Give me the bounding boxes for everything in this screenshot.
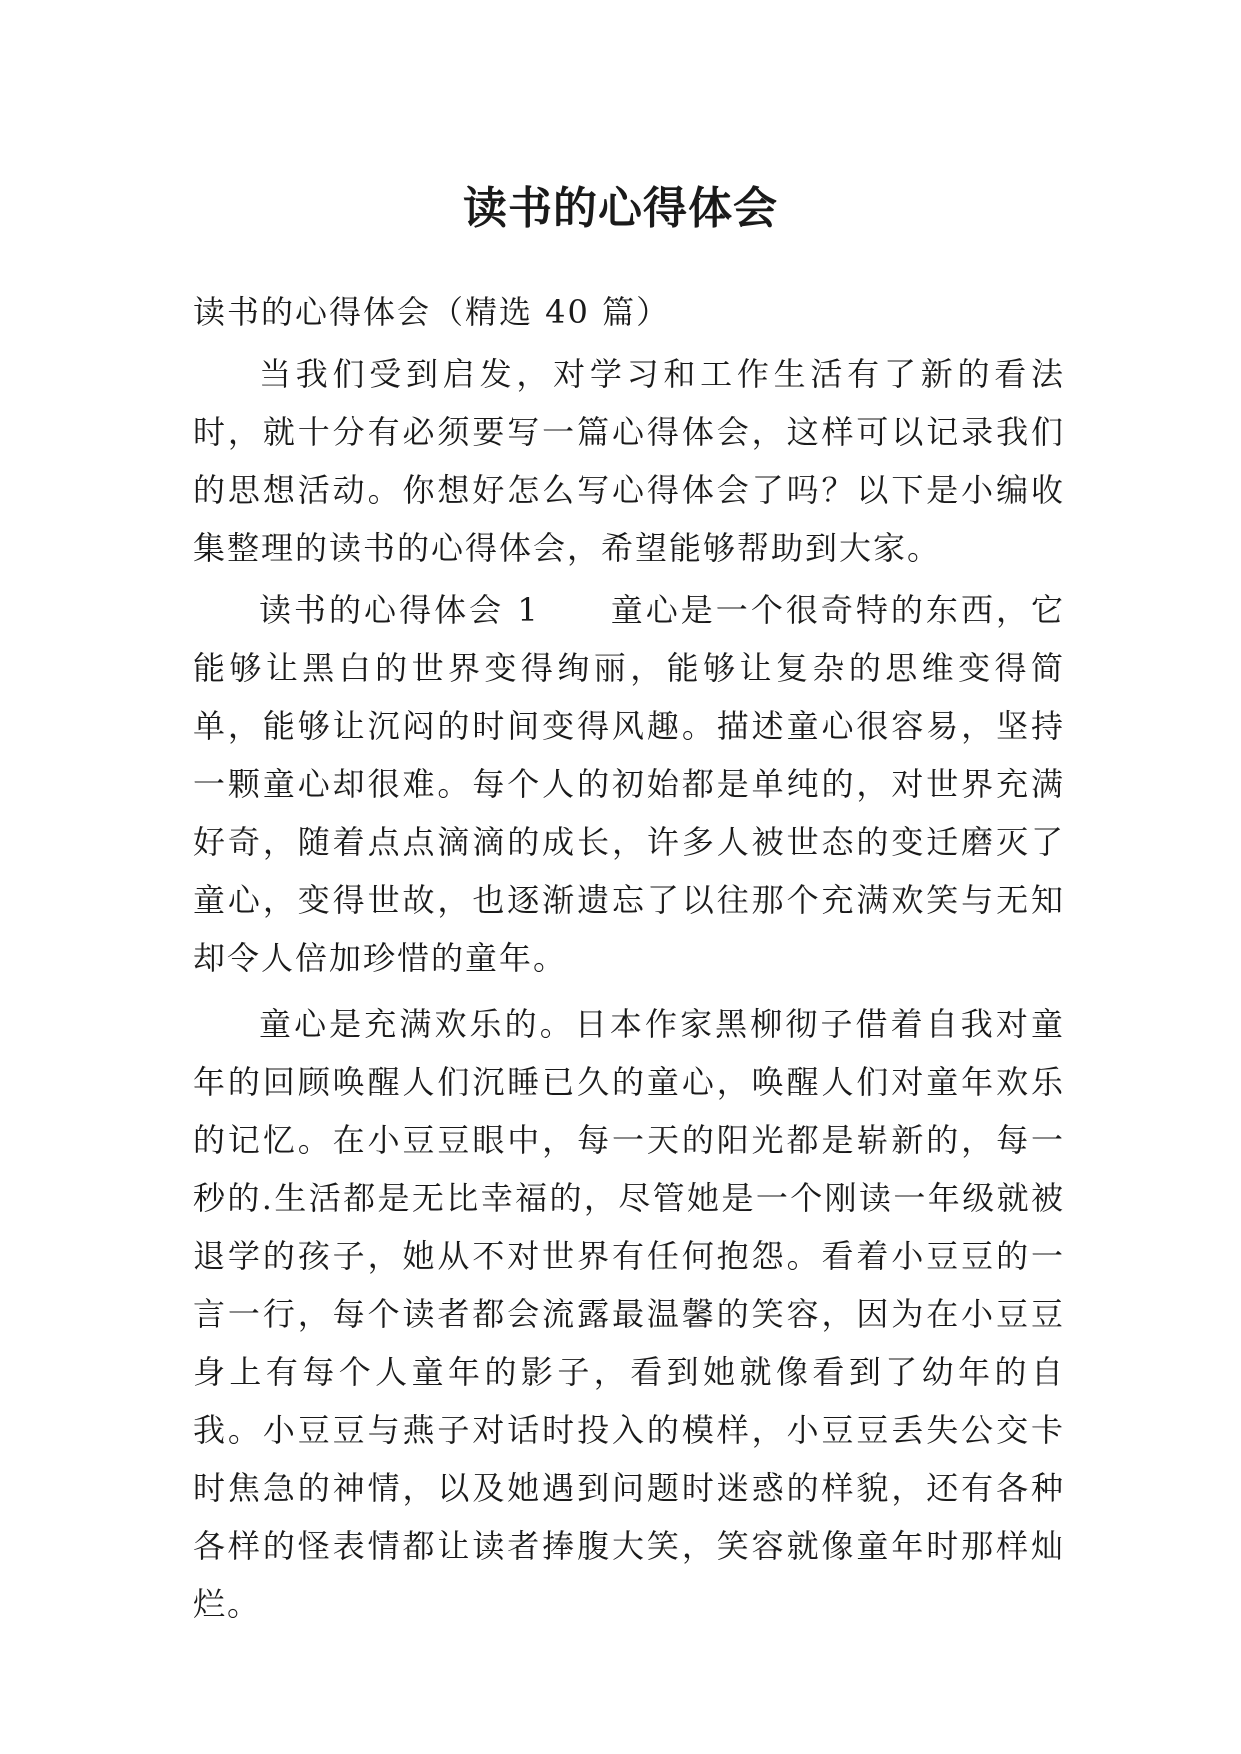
essay-1-paragraph-1: 读书的心得体会 1 童心是一个很奇特的东西，它能够让黑白的世界变得绚丽，能够让复杂的思维变得简单，能够让沉闷的时间变得风趣。描述童心很容易，坚持一颗童心却很难。每个人的初始都是单纯的，对世界充满好奇，随着点点滴滴的成长，许多人被世态的变迁磨灭了童心，变得世故，也逐渐遗忘了以往那个充满欢笑与无知却令人倍加珍惜的童年。 (193, 591, 1065, 977)
intro-paragraph: 当我们受到启发，对学习和工作生活有了新的看法时，就十分有必须要写一篇心得体会，这样可以记录我们的思想活动。你想好怎么写心得体会了吗？以下是小编收集整理的读书的心得体会，希望能够帮助到大家。 (193, 355, 1065, 567)
document-title: 读书的心得体会 (463, 183, 778, 235)
document-subtitle: 读书的心得体会（精选 40 篇） (193, 293, 671, 331)
essay-1-paragraph-2: 童心是充满欢乐的。日本作家黑柳彻子借着自我对童年的回顾唤醒人们沉睡已久的童心，唤醒人们对童年欢乐的记忆。在小豆豆眼中，每一天的阳光都是崭新的，每一秒的.生活都是无比幸福的，尽管她是一个刚读一年级就被退学的孩子，她从不对世界有任何抱怨。看着小豆豆的一言一行，每个读者都会流露最温馨的笑容，因为在小豆豆身上有每个人童年的影子，看到她就像看到了幼年的自我。小豆豆与燕子对话时投入的模样，小豆豆丢失公交卡时焦急的神情，以及她遇到问题时迷惑的样貌，还有各种各样的怪表情都让读者捧腹大笑，笑容就像童年时那样灿烂。 (193, 1005, 1065, 1623)
document-body (193, 283, 1065, 1633)
